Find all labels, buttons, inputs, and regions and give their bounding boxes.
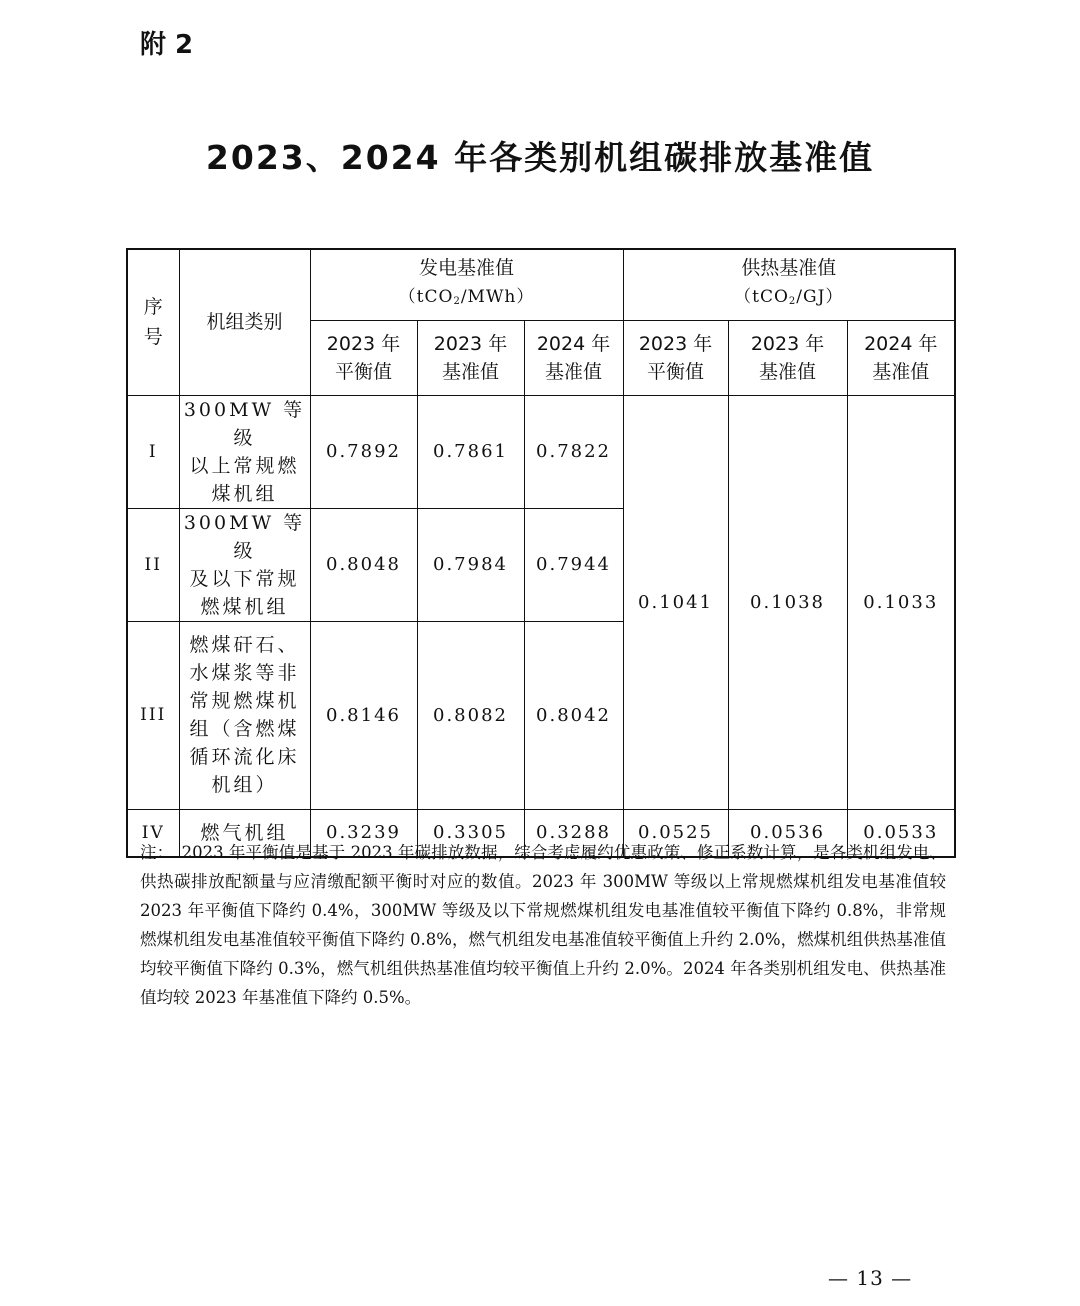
row-category: 300MW 等级 及以下常规 燃煤机组 <box>179 508 310 621</box>
coal-heat-2023-baseline-value: 0.1038 <box>728 395 847 809</box>
coal-heat-2024-baseline-value: 0.1033 <box>847 395 955 809</box>
sub-header-heat-2024-baseline: 2024 年 基准值 <box>847 320 955 395</box>
power-2023-baseline-value: 0.8082 <box>417 621 524 809</box>
table-note: 注： 2023 年平衡值是基于 2023 年碳排放数据，综合考虑履约优惠政策、修正系数计算，是各类机组发电、供热碳排放配额量与应清缴配额平衡时对应的数值。2023 年 300MW 等级以上常规燃煤机组发电基准值较 2023 年平衡值下降约 0.4%，300MW 等级及以下常规燃煤机组发电基准值较平衡值下降约 0.8%，非常规燃煤机组发电基准值较平衡值下降约 0.8%，燃气机组发电基准值较平衡值上升约 2.0%，燃煤机组供热基准值均较平衡值下降约 0.3%，燃气机组供热基准值均较平衡值上升约 2.0%。2024 年各类别机组发电、供热基准值均较 2023 年基准值下降约 0.5%。 <box>140 843 946 1007</box>
sub-header-power-2023-balance: 2023 年 平衡值 <box>310 320 417 395</box>
row-seq: III <box>127 621 179 809</box>
power-2023-baseline-value: 0.3305 <box>417 809 524 857</box>
gas-heat-2023-balance-value: 0.0525 <box>623 809 728 857</box>
heat-group-label: 供热基准值 <box>741 256 837 279</box>
coal-heat-2023-balance-value: 0.1041 <box>623 395 728 809</box>
sub-header-heat-2023-balance: 2023 年 平衡值 <box>623 320 728 395</box>
power-2023-balance-value: 0.8048 <box>310 508 417 621</box>
row-seq: II <box>127 508 179 621</box>
sub-header-power-2024-baseline: 2024 年 基准值 <box>524 320 623 395</box>
seq-header-line: 号 <box>143 326 163 349</box>
baseline-table <box>126 248 956 858</box>
header-row-1 <box>127 249 955 320</box>
seq-header-line: 序 <box>143 296 163 319</box>
table-row <box>127 395 955 508</box>
power-2023-balance-value: 0.7892 <box>310 395 417 508</box>
seq-header <box>127 249 179 395</box>
page-title: 2023、2024 年各类别机组碳排放基准值 <box>205 138 875 177</box>
power-2023-balance-value: 0.3239 <box>310 809 417 857</box>
row-seq: I <box>127 395 179 508</box>
power-group-unit: （tCO$_2$/MWh） <box>398 286 535 307</box>
row-category: 燃气机组 <box>179 809 310 857</box>
row-category: 燃煤矸石、 水煤浆等非 常规燃煤机 组（含燃煤 循环流化床 机组） <box>179 621 310 809</box>
power-2024-baseline-value: 0.8042 <box>524 621 623 809</box>
category-header: 机组类别 <box>179 249 310 395</box>
heat-group-unit: （tCO$_2$/GJ） <box>734 286 844 307</box>
power-2023-baseline-value: 0.7984 <box>417 508 524 621</box>
row-category: 300MW 等级 以上常规燃 煤机组 <box>179 395 310 508</box>
sub-header-heat-2023-baseline: 2023 年 基准值 <box>728 320 847 395</box>
gas-heat-2023-baseline-value: 0.0536 <box>728 809 847 857</box>
heat-group-header <box>623 249 955 320</box>
row-seq: IV <box>127 809 179 857</box>
power-2023-balance-value: 0.8146 <box>310 621 417 809</box>
power-2024-baseline-value: 0.7822 <box>524 395 623 508</box>
attachment-label: 附 2 <box>140 30 194 60</box>
sub-header-power-2023-baseline: 2023 年 基准值 <box>417 320 524 395</box>
power-2024-baseline-value: 0.7944 <box>524 508 623 621</box>
gas-heat-2024-baseline-value: 0.0533 <box>847 809 955 857</box>
power-2023-baseline-value: 0.7861 <box>417 395 524 508</box>
power-group-header <box>310 249 623 320</box>
page-number: — 13 — <box>828 1266 913 1290</box>
power-2024-baseline-value: 0.3288 <box>524 809 623 857</box>
power-group-label: 发电基准值 <box>419 256 515 279</box>
